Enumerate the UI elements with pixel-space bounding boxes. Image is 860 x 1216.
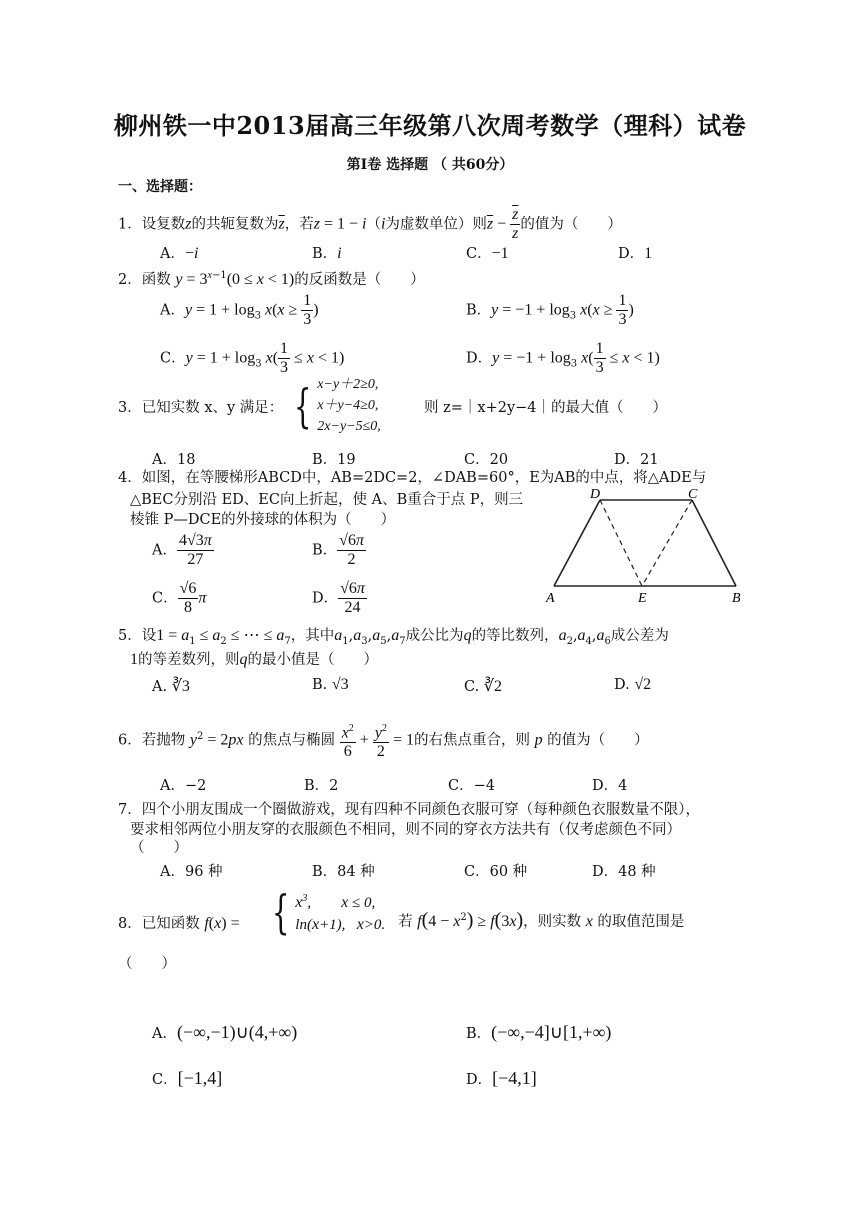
q7-option-b: B．84 种 (312, 864, 375, 880)
constraint-1: x−y＋2≥0, (317, 377, 379, 392)
question-3-stem: 3．已知实数 x、y 满足： (118, 400, 284, 416)
q3-option-a: A．18 (152, 452, 196, 468)
label-c: C (688, 487, 698, 502)
question-7-line-1: 7．四个小朋友围成一个圈做游戏，现有四种不同颜色衣服可穿（每种颜色衣服数量不限）， (118, 802, 700, 818)
question-8-lead: 8．已知函数 f(x) = (118, 915, 240, 932)
q6-option-a: A．−2 (160, 778, 207, 794)
constraint-2: x＋y−4≥0, (317, 398, 379, 413)
question-4-line-3: 棱锥 P—DCE的外接球的体积为（ ） (130, 512, 396, 528)
q1-option-a: A．−i (160, 245, 199, 262)
q7-option-a: A．96 种 (160, 864, 223, 880)
q5-option-c: C. ∛2 (464, 678, 502, 695)
question-1: 1．设复数z的共轭复数为$\overline{z}$，若z = 1 − i（i为虚数单位）则$\overline{z}$ − $\frac{\overline{z}}{z}$ 的值为（ ） (118, 206, 622, 242)
section-heading: 一、选择题： (118, 179, 202, 195)
q8-option-a: A．(−∞,−1)∪(4,+∞) (152, 1022, 298, 1042)
question-3-tail: 则 z=｜x+2y−4｜的最大值（ ） (424, 400, 668, 416)
q8-option-c: C．[−1,4] (152, 1068, 223, 1088)
piecewise-function: { $x^3$, x ≤ 0, ln(x+1), x>0. (271, 885, 386, 939)
label-d: D (590, 487, 601, 502)
question-6: 6．若抛物 $y^2 = 2px$ 的焦点与椭圆 $\frac{x^2}{6}$ + $\frac{y^2}{2}$ = 1的右焦点重合，则 p 的值为（ ） (118, 720, 649, 761)
trapezoid-figure (540, 484, 750, 608)
q3-option-d: D．21 (614, 452, 659, 468)
question-4-line-2: △BEC分别沿 ED、EC向上折起，使 A、B重合于点 P，则三 (130, 492, 524, 508)
q5-option-d: D. √2 (614, 676, 652, 693)
page-title: 柳州铁一中2013届高三年级第八次周考数学（理科）试卷 (113, 111, 747, 140)
question-7-line-2: 要求相邻两位小朋友穿的衣服颜色不相同，则不同的穿衣方法共有（仅考虑颜色不同） (130, 822, 681, 838)
q2-option-b: B．$y = -1 + \log_3 x(x$ ≥ $\frac{1}{3}$ ) (466, 292, 634, 328)
label-a: A (546, 591, 555, 606)
q2-option-c: C．$y = 1 + \log_3 x$( $\frac{1}{3}$ ≤ x < 1) (160, 340, 345, 376)
q2-option-d: D．$y = -1 + \log_3 x$( $\frac{1}{3}$ ≤ x < 1) (466, 340, 660, 376)
q7-option-c: C．60 种 (464, 864, 528, 880)
constraint-system: { x−y＋2≥0, x＋y−4≥0, 2x−y−5≤0, (288, 374, 381, 437)
q6-option-c: C．−4 (448, 778, 495, 794)
label-e: E (638, 591, 647, 606)
question-4-line-1: 4．如图，在等腰梯形ABCD中，AB=2DC=2，∠DAB=60°，E为AB的中点，将△ADE与 (118, 470, 707, 486)
q8-option-d: D．[−4,1] (466, 1068, 537, 1088)
q3-option-c: C．20 (464, 452, 509, 468)
q5-option-b: B. √3 (312, 676, 349, 693)
q6-option-b: B．2 (304, 778, 339, 794)
q3-option-b: B．19 (312, 452, 356, 468)
constraint-3: 2x−y−5≤0, (317, 419, 381, 434)
q4-option-c: C． $\frac{√6}{8}$ π (152, 580, 207, 616)
q6-option-d: D．4 (592, 778, 628, 794)
part-heading: 第Ⅰ卷 选择题 （ 共60分） (346, 157, 514, 173)
q5-option-a: A. ∛3 (152, 678, 190, 695)
question-2: 2．函数 $y = 3^{x-1}(0 \le x < 1)$的反函数是（ ） (118, 270, 425, 288)
question-8-tail: 若 $f(4 - x^2) \ge f(3x)$，则实数 x 的取值范围是 (398, 908, 685, 931)
q1-option-c: C．−1 (466, 245, 509, 262)
question-7-line-3: （ ） (130, 840, 188, 856)
q8-option-b: B．(−∞,−4]∪[1,+∞) (466, 1022, 612, 1042)
q4-option-d: D． $\frac{√6\pi}{24}$ (312, 580, 365, 616)
q7-option-d: D．48 种 (592, 864, 656, 880)
q4-option-b: B． $\frac{√6\pi}{2}$ (312, 532, 364, 568)
question-8-paren: （ ） (118, 956, 176, 972)
q1-option-d: D．1 (618, 245, 653, 262)
question-5-line-1: 5．设$1 = a_1 \le a_2$ ≤ ⋯ ≤ $a_7$，其中$a_1,a_3,a_5,a_7$成公比为q的等比数列，$a_2,a_4,a_6$成公差为 (118, 627, 669, 647)
question-5-line-2: 1的等差数列，则q的最小值是（ ） (130, 651, 378, 668)
q2-option-a: A．$y = 1 + \log_3 x(x$ ≥ $\frac{1}{3}$ ) (160, 292, 319, 328)
q4-option-a: A． $\frac{4√3\pi}{27}$ (152, 532, 212, 568)
label-b: B (732, 591, 741, 606)
q1-option-b: B．i (312, 245, 342, 262)
